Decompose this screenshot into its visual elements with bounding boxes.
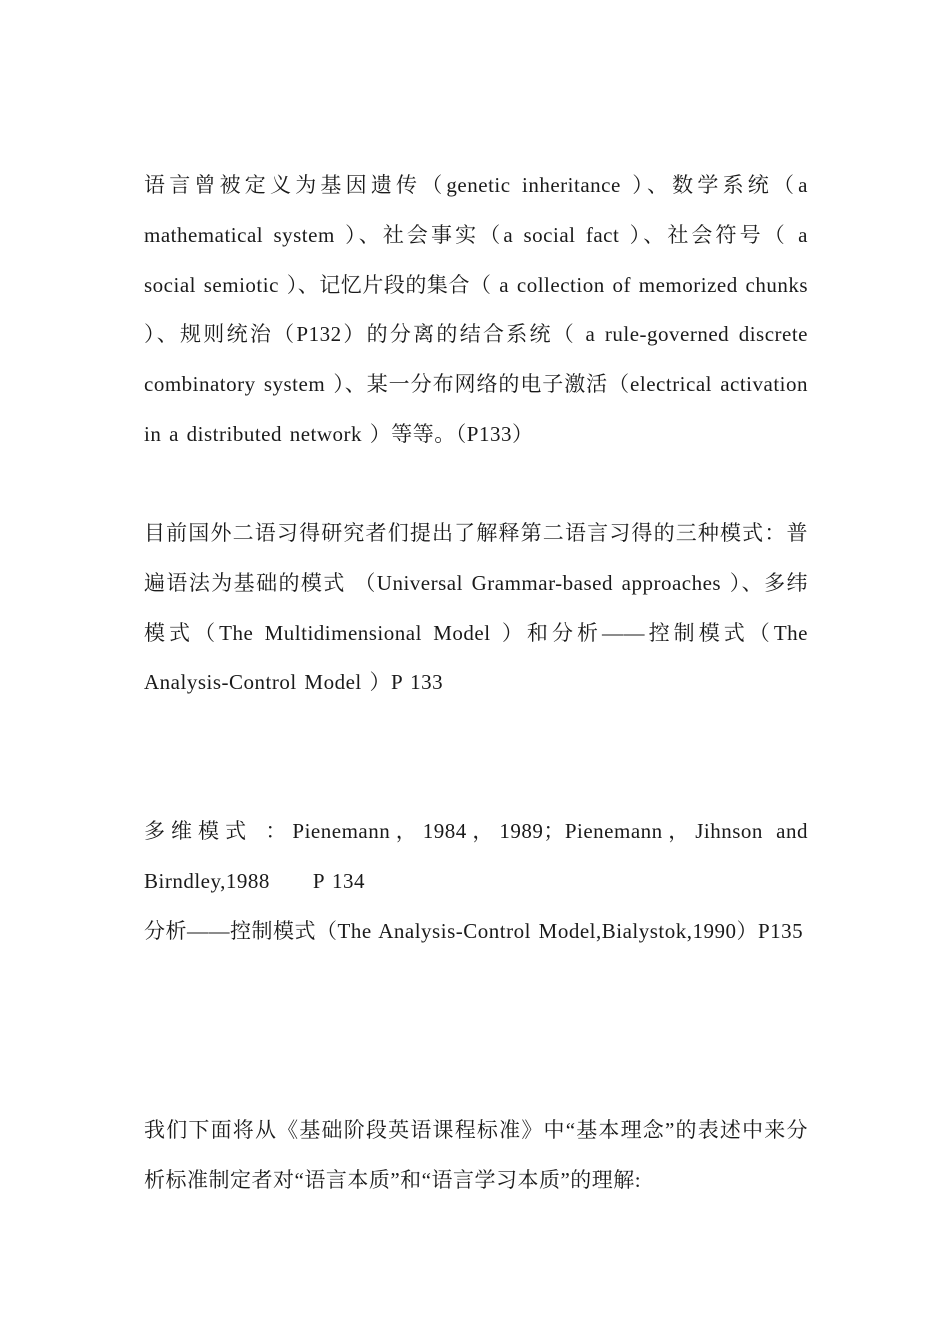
definitions-paragraph: 语言曾被定义为基因遗传（genetic inheritance ）、数学系统（a mathematical system ）、社会事实（a social fact ）、社会符号（ a social semiotic ）、记忆片段的集合（ a collection of memorized chunks ）、规则统治（P132）的分离的结合系统（ a rule-governed discrete combinatory system ）、某一分布网络的电子激活（electrical activation in a distributed network ）等等。（P133） — [144, 173, 808, 446]
multidimensional-citation: 多维模式 ：Pienemann，1984，1989；Pienemann，Jihnson and Birndley,1988 P 134 — [144, 819, 808, 893]
models-paragraph: 目前国外二语习得研究者们提出了解释第二语言习得的三种模式：普遍语法为基础的模式 （Universal Grammar-based approaches ）、多纬模式（The Multidimensional Model ）和分析——控制模式（The Analysis-Control Model ）P 133 — [144, 521, 808, 695]
standards-paragraph: 我们下面将从《基础阶段英语课程标准》中“基本理念”的表述中来分析标准制定者对“语言本质”和“语言学习本质”的理解: — [144, 1118, 808, 1192]
analysis-control-citation: 分析——控制模式（The Analysis-Control Model,Bialystok,1990）P135 — [144, 919, 804, 943]
